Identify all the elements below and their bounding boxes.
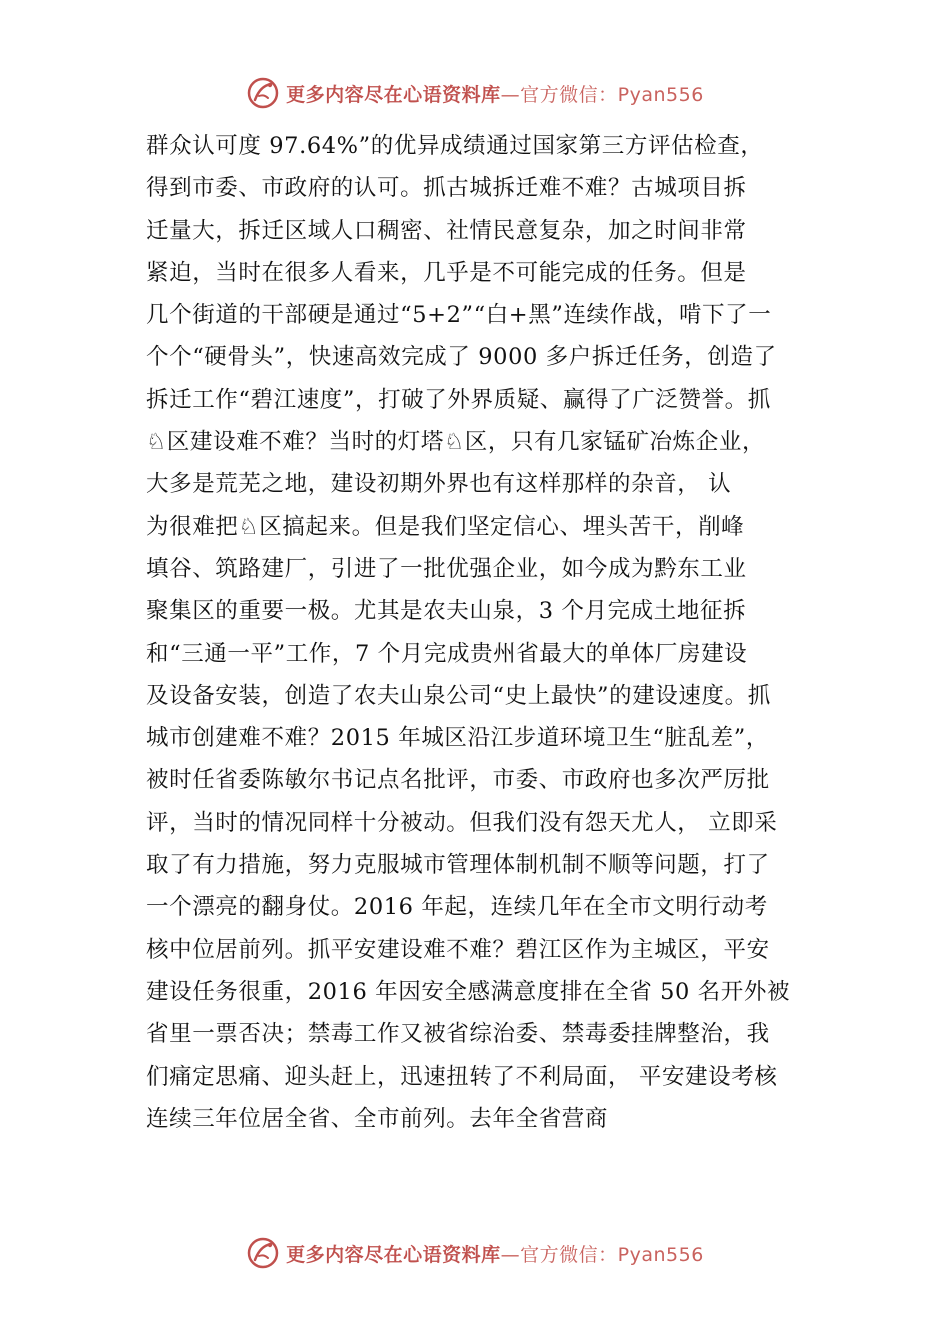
body-text-line: 迁量大，拆迁区域人口稠密、社情民意复杂，加之时间非常	[146, 217, 747, 244]
body-text-line: 填谷、筑路建厂，引进了一批优强企业，如今成为黔东工业	[146, 555, 747, 582]
brand-logo-icon	[246, 76, 280, 110]
body-text-line: 建设任务很重，2016 年因安全感满意度排在全省 50 名开外被	[146, 978, 791, 1005]
body-text-line: 取了有力措施，努力克服城市管理体制机制不顺等问题，打了	[146, 852, 770, 879]
watermark-text	[286, 80, 704, 107]
body-text-line: 们痛定思痛、迎头赶上，迅速扭转了不利局面， 平安建设考核	[146, 1063, 778, 1090]
body-text-line: 核中位居前列。抓平安建设难不难？碧江区作为主城区，平安	[146, 936, 770, 963]
body-text-line: 个个“硬骨头”，快速高效完成了 9000 多户拆迁任务，创造了	[146, 344, 777, 371]
brand-logo-icon	[246, 1236, 280, 1270]
body-text-line: 拆迁工作“碧江速度”，打破了外界质疑、赢得了广泛赞誉。抓	[146, 386, 771, 413]
body-text-line: 得到市委、市政府的认可。抓古城拆迁难不难？古城项目拆	[146, 175, 747, 202]
body-text-line: 城市创建难不难？2015 年城区沿江步道环境卫生“脏乱差”，	[146, 725, 769, 752]
body-text-line: 和“三通一平”工作，7 个月完成贵州省最大的单体厂房建设	[146, 640, 748, 667]
body-text-line: 一个漂亮的翻身仗。2016 年起，连续几年在全市文明行动考	[146, 894, 768, 921]
body-text-line: 及设备安装，创造了农夫山泉公司“史上最快”的建设速度。抓	[146, 682, 771, 709]
body-text-line: 聚集区的重要一极。尤其是农夫山泉，3 个月完成土地征拆	[146, 598, 747, 625]
watermark-title: 更多内容尽在心语资料库	[286, 83, 501, 106]
header-watermark	[0, 73, 950, 113]
body-text-line: 为很难把♘区搞起来。但是我们坚定信心、埋头苦干，削峰	[146, 513, 745, 540]
body-text-line: 连续三年位居全省、全市前列。去年全省营商	[146, 1105, 609, 1132]
body-text-line: 大多是荒芜之地，建设初期外界也有这样那样的杂音， 认	[146, 471, 732, 498]
watermark-contact: —官方微信：Pyan556	[500, 83, 704, 106]
watermark-text	[286, 1240, 704, 1267]
body-text-line: 几个街道的干部硬是通过“5+2”“白+黑”连续作战，啃下了一	[146, 302, 772, 329]
watermark-contact: —官方微信：Pyan556	[500, 1243, 704, 1266]
body-text-line: 评，当时的情况同样十分被动。但我们没有怨天尤人， 立即采	[146, 809, 778, 836]
body-text-line: 被时任省委陈敏尔书记点名批评，市委、市政府也多次严厉批	[146, 767, 770, 794]
body-text-line: 省里一票否决；禁毒工作又被省综治委、禁毒委挂牌整治，我	[146, 1021, 770, 1048]
watermark-title: 更多内容尽在心语资料库	[286, 1243, 501, 1266]
body-text-line: ♘区建设难不难？当时的灯塔♘区，只有几家锰矿冶炼企业，	[146, 429, 766, 456]
document-body	[146, 125, 826, 1140]
body-text-line: 紧迫，当时在很多人看来，几乎是不可能完成的任务。但是	[146, 259, 747, 286]
body-text-line: 群众认可度 97.64%”的优异成绩通过国家第三方评估检查，	[146, 133, 764, 159]
footer-watermark	[0, 1233, 950, 1273]
